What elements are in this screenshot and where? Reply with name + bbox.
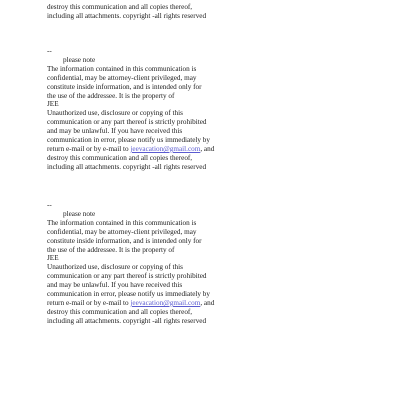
notice-line: The information contained in this communication is [47,64,197,73]
notice-heading: please note [63,55,96,64]
separator: -- [47,201,52,209]
separator: -- [47,47,52,55]
notice-line: constitute inside information, and is intended only for [47,82,202,91]
notice-line: including all attachments. copyright -all rights reserved [47,162,207,171]
top-fragment [47,0,387,21]
notice-owner: JEE [47,254,59,263]
notice-owner: JEE [47,100,59,109]
notice-line: the use of the addressee. It is the property of [47,245,175,254]
notice-line: and may be unlawful. If you have received this [47,127,183,136]
notice-line: communication or any part thereof is strictly prohibited [47,118,207,127]
notice-line-with-email [47,299,387,308]
notice-line-with-email [47,145,387,154]
email-link[interactable]: jeevacation@gmail.com [130,298,201,307]
notice-line: communication in error, please notify us immediately by [47,290,210,299]
notice-line: Unauthorized use, disclosure or copying of this [47,109,183,118]
notice-text: , and [200,144,215,153]
notice-text: , and [200,298,215,307]
notice-text: return e-mail or by e-mail to [47,144,131,153]
notice-line: confidential, may be attorney-client privileged, may [47,227,197,236]
notice-heading: please note [63,209,96,218]
confidentiality-notice-1 [47,47,387,172]
fragment-line-1: destroy this communication and all copies thereof, [47,2,193,11]
notice-line: the use of the addressee. It is the property of [47,91,175,100]
notice-line: communication or any part thereof is strictly prohibited [47,272,207,281]
notice-line: destroy this communication and all copies thereof, [47,307,193,316]
notice-line: confidential, may be attorney-client privileged, may [47,73,197,82]
fragment-line-2: including all attachments. copyright -all rights reserved [47,11,207,20]
notice-text: return e-mail or by e-mail to [47,298,131,307]
notice-line: The information contained in this communication is [47,218,197,227]
notice-line: communication in error, please notify us immediately by [47,136,210,145]
notice-line: destroy this communication and all copies thereof, [47,153,193,162]
notice-line: constitute inside information, and is intended only for [47,236,202,245]
notice-line: including all attachments. copyright -all rights reserved [47,316,207,325]
email-link[interactable]: jeevacation@gmail.com [130,144,201,153]
notice-line: and may be unlawful. If you have received this [47,281,183,290]
confidentiality-notice-2 [47,201,387,326]
notice-line: Unauthorized use, disclosure or copying of this [47,263,183,272]
